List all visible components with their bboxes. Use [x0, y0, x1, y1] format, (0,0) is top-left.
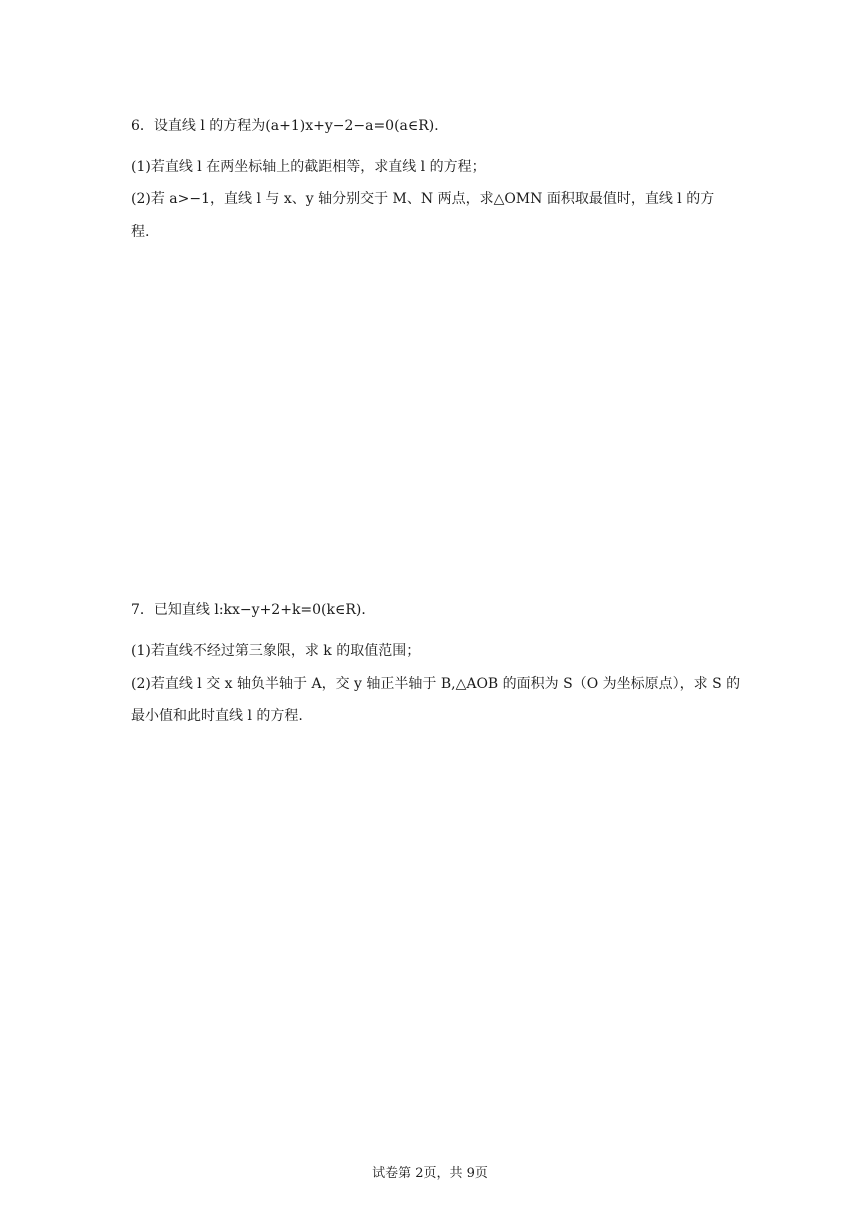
- problem-7-part-2-continued: 最小值和此时直线 l 的方程.: [131, 708, 303, 724]
- problem-6-statement: 6．设直线 l 的方程为(a+1)x+y−2−a=0(a∈R)．: [131, 118, 449, 134]
- problem-6-part-1: (1)若直线 l 在两坐标轴上的截距相等，求直线 l 的方程；: [131, 159, 486, 175]
- problem-7-statement: 7．已知直线 l:kx−y+2+k=0(k∈R)．: [131, 602, 376, 618]
- problem-7-part-2: (2)若直线 l 交 x 轴负半轴于 A，交 y 轴正半轴于 B,△AOB 的面积为 S（O 为坐标原点），求 S 的: [131, 676, 741, 692]
- problem-6-part-2-continued: 程.: [131, 224, 150, 240]
- problem-6-part-2: (2)若 a>−1，直线 l 与 x、y 轴分别交于 M、N 两点，求△OMN 面积取最值时，直线 l 的方: [131, 191, 715, 207]
- page-footer: 试卷第 2页，共 9页: [372, 1166, 488, 1181]
- problem-7-part-1: (1)若直线不经过第三象限，求 k 的取值范围；: [131, 643, 421, 659]
